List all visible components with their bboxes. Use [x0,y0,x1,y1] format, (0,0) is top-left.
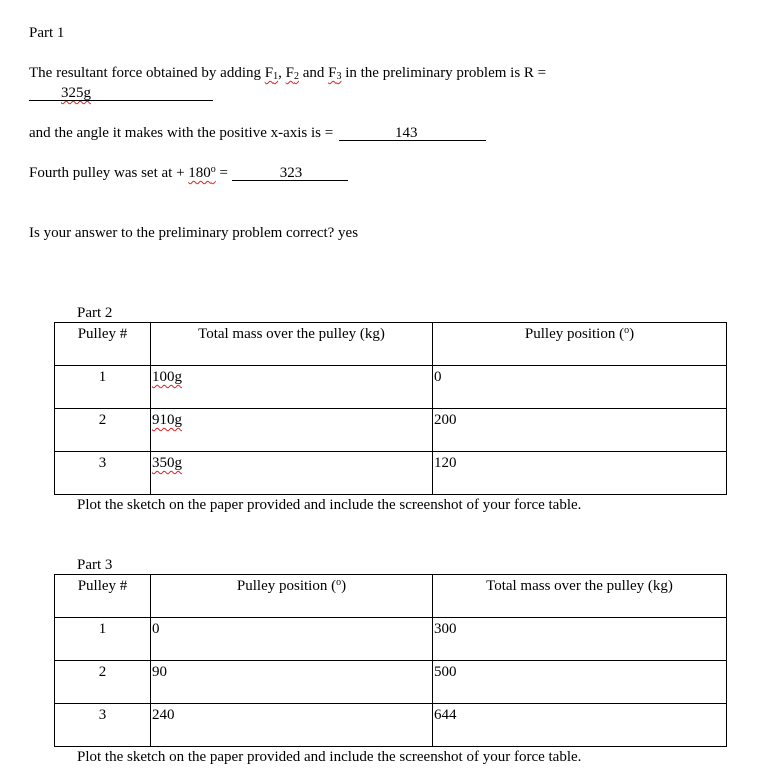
col-header-mass: Total mass over the pulley (kg) [151,323,433,366]
f3-symbol: $F_3$ [328,65,342,82]
pulley-number: 1 [55,618,151,661]
f1-symbol: $F_1$ [264,65,279,82]
col-header-position: Pulley position ($^o$) [151,575,433,618]
table-row [55,409,727,452]
fourth-pulley-answer-field[interactable] [232,166,348,181]
col-header-pulley: Pulley # [55,575,151,618]
position-cell[interactable]: 120 [433,452,727,495]
fourth-pulley-sentence: Fourth pulley was set at + $180^o = 323$ [29,164,348,182]
table-row [55,366,727,409]
angle-value: 143 [394,125,418,141]
table-row [55,452,727,495]
part3-caption: Plot the sketch on the paper provided and include the screenshot of your force table. [77,749,582,765]
angle-text: and the angle it makes with the positive x-axis is = [29,125,334,141]
pulley-number: 3 [55,452,151,495]
mass-cell[interactable]: 100g [151,366,433,409]
pulley-number: 1 [55,366,151,409]
resultant-text-b: in the preliminary problem is R = [341,65,547,81]
part3-header-row [55,575,727,618]
angle-sentence [29,124,486,142]
f2-symbol: $F_2$ [285,65,299,82]
resultant-value: 325g [61,85,91,101]
col-header-mass: Total mass over the pulley (kg) [433,575,727,618]
part3-heading: Part 3 [77,557,113,573]
position-cell[interactable]: 90 [151,661,433,704]
table-row [55,704,727,747]
resultant-sentence: The resultant force obtained by adding $F_1$, $F_2$ and $F_3$ in the preliminary problem is R = [29,65,547,82]
position-cell[interactable]: 0 [151,618,433,661]
pulley-number: 3 [55,704,151,747]
part2-caption: Plot the sketch on the paper provided and include the screenshot of your force table. [77,497,582,513]
resultant-text-a: The resultant force obtained by adding [29,65,265,81]
part1-heading: Part 1 [29,25,65,41]
position-cell[interactable]: 0 [433,366,727,409]
angle-answer-field[interactable] [339,126,486,141]
part2-header-row [55,323,727,366]
table-row [55,618,727,661]
fourth-pulley-value: 323 [279,165,303,181]
part3-table [54,574,727,747]
part2-heading: Part 2 [77,305,113,321]
mass-cell[interactable]: 644 [433,704,727,747]
mass-cell[interactable]: 350g [151,452,433,495]
col-header-pulley: Pulley # [55,323,151,366]
pulley-number: 2 [55,409,151,452]
pulley-text: Fourth pulley was set at + [29,165,189,181]
mass-cell[interactable]: 910g [151,409,433,452]
table-row [55,661,727,704]
part2-table [54,322,727,495]
resultant-answer-line [29,84,213,102]
resultant-answer-field[interactable] [29,86,213,101]
position-cell[interactable]: 200 [433,409,727,452]
position-cell[interactable]: 240 [151,704,433,747]
correctness-question: Is your answer to the preliminary problem correct? yes [29,225,359,241]
mass-cell[interactable]: 300 [433,618,727,661]
mass-cell[interactable]: 500 [433,661,727,704]
pulley-number: 2 [55,661,151,704]
angle-180: 180$^o$ [188,164,216,181]
col-header-position: Pulley position ($^o$) [433,323,727,366]
